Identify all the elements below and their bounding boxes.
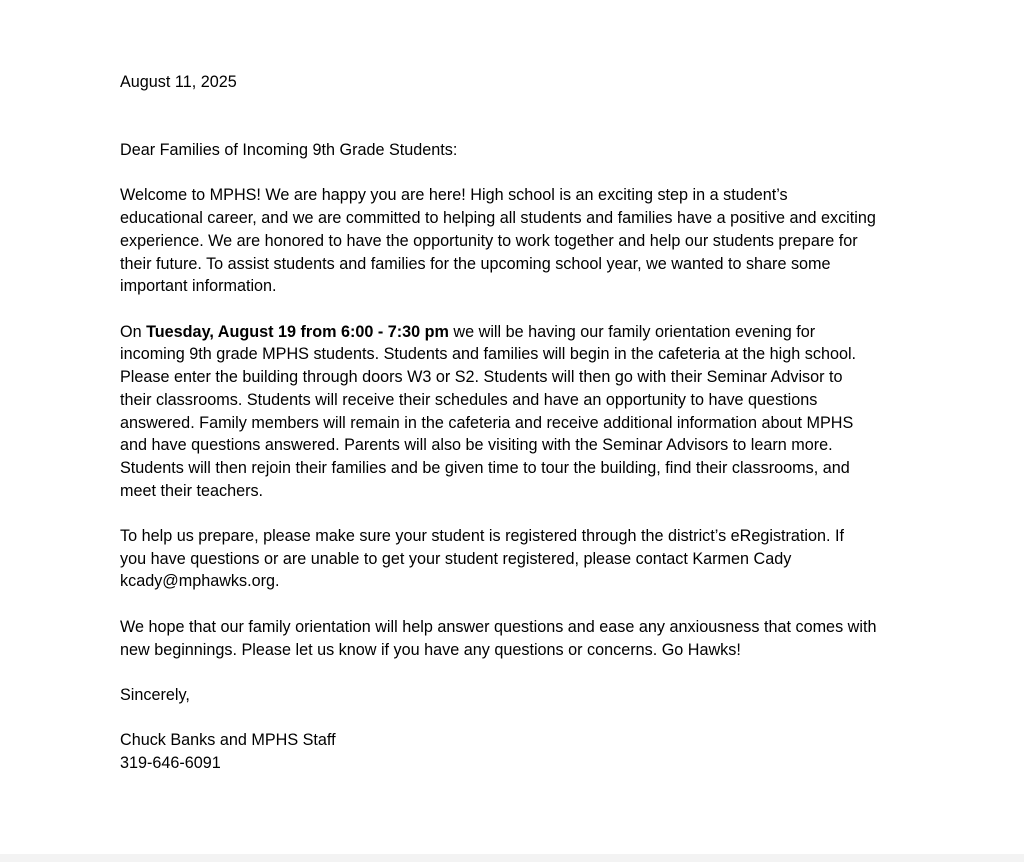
paragraph-line: answered. Family members will remain in the cafeteria and receive additional information about MPHS xyxy=(120,413,854,432)
paragraph-line: educational career, and we are committed to helping all students and families have a positive and exciting xyxy=(120,209,876,228)
paragraph-line: experience. We are honored to have the opportunity to work together and help our students prepare for xyxy=(120,231,858,250)
paragraph-line: Please enter the building through doors W3 or S2. Students will then go with their Seminar Advisor to xyxy=(120,368,843,387)
paragraph-registration xyxy=(120,525,920,593)
paragraph-welcome xyxy=(120,184,920,298)
letter-date: August 11, 2025 xyxy=(120,73,237,91)
salutation: Dear Families of Incoming 9th Grade Students: xyxy=(120,141,458,160)
paragraph-line: We hope that our family orientation will help answer questions and ease any anxiousness that comes with xyxy=(120,617,877,636)
paragraph-line xyxy=(120,321,920,344)
event-datetime: Tuesday, August 19 from 6:00 - 7:30 pm xyxy=(146,322,449,341)
paragraph-lead: On xyxy=(120,322,147,341)
paragraph-line: and have questions answered. Parents will also be visiting with the Seminar Advisors to learn more. xyxy=(120,436,833,455)
letter-body xyxy=(120,71,920,775)
paragraph-line: important information. xyxy=(120,277,277,296)
paragraph-line: Welcome to MPHS! We are happy you are here! High school is an exciting step in a student’s xyxy=(120,186,788,205)
signature-name: Chuck Banks and MPHS Staff xyxy=(120,731,336,750)
paragraph-closing-remarks xyxy=(120,616,920,661)
page-bottom-edge xyxy=(0,854,1024,862)
paragraph-line: meet their teachers. xyxy=(120,481,264,500)
closing: Sincerely, xyxy=(120,685,190,704)
signature-phone: 319-646-6091 xyxy=(120,753,221,772)
paragraph-line: their classrooms. Students will receive their schedules and have an opportunity to have questions xyxy=(120,390,818,409)
paragraph-text: we will be having our family orientation evening for xyxy=(448,322,816,341)
paragraph-line: incoming 9th grade MPHS students. Students and families will begin in the cafeteria at the high school. xyxy=(120,345,857,364)
paragraph-line: Students will then rejoin their families and be given time to tour the building, find their classrooms, and xyxy=(120,458,850,477)
paragraph-line: their future. To assist students and families for the upcoming school year, we wanted to share some xyxy=(120,254,831,273)
signature-block xyxy=(120,729,920,774)
contact-email: kcady@mphawks.org. xyxy=(120,572,280,591)
paragraph-line: you have questions or are unable to get your student registered, please contact Karmen Cady xyxy=(120,549,792,568)
paragraph-line: To help us prepare, please make sure your student is registered through the district’s eRegistration. If xyxy=(120,527,845,545)
paragraph-orientation xyxy=(120,321,920,503)
paragraph-line: new beginnings. Please let us know if you have any questions or concerns. Go Hawks! xyxy=(120,640,741,659)
